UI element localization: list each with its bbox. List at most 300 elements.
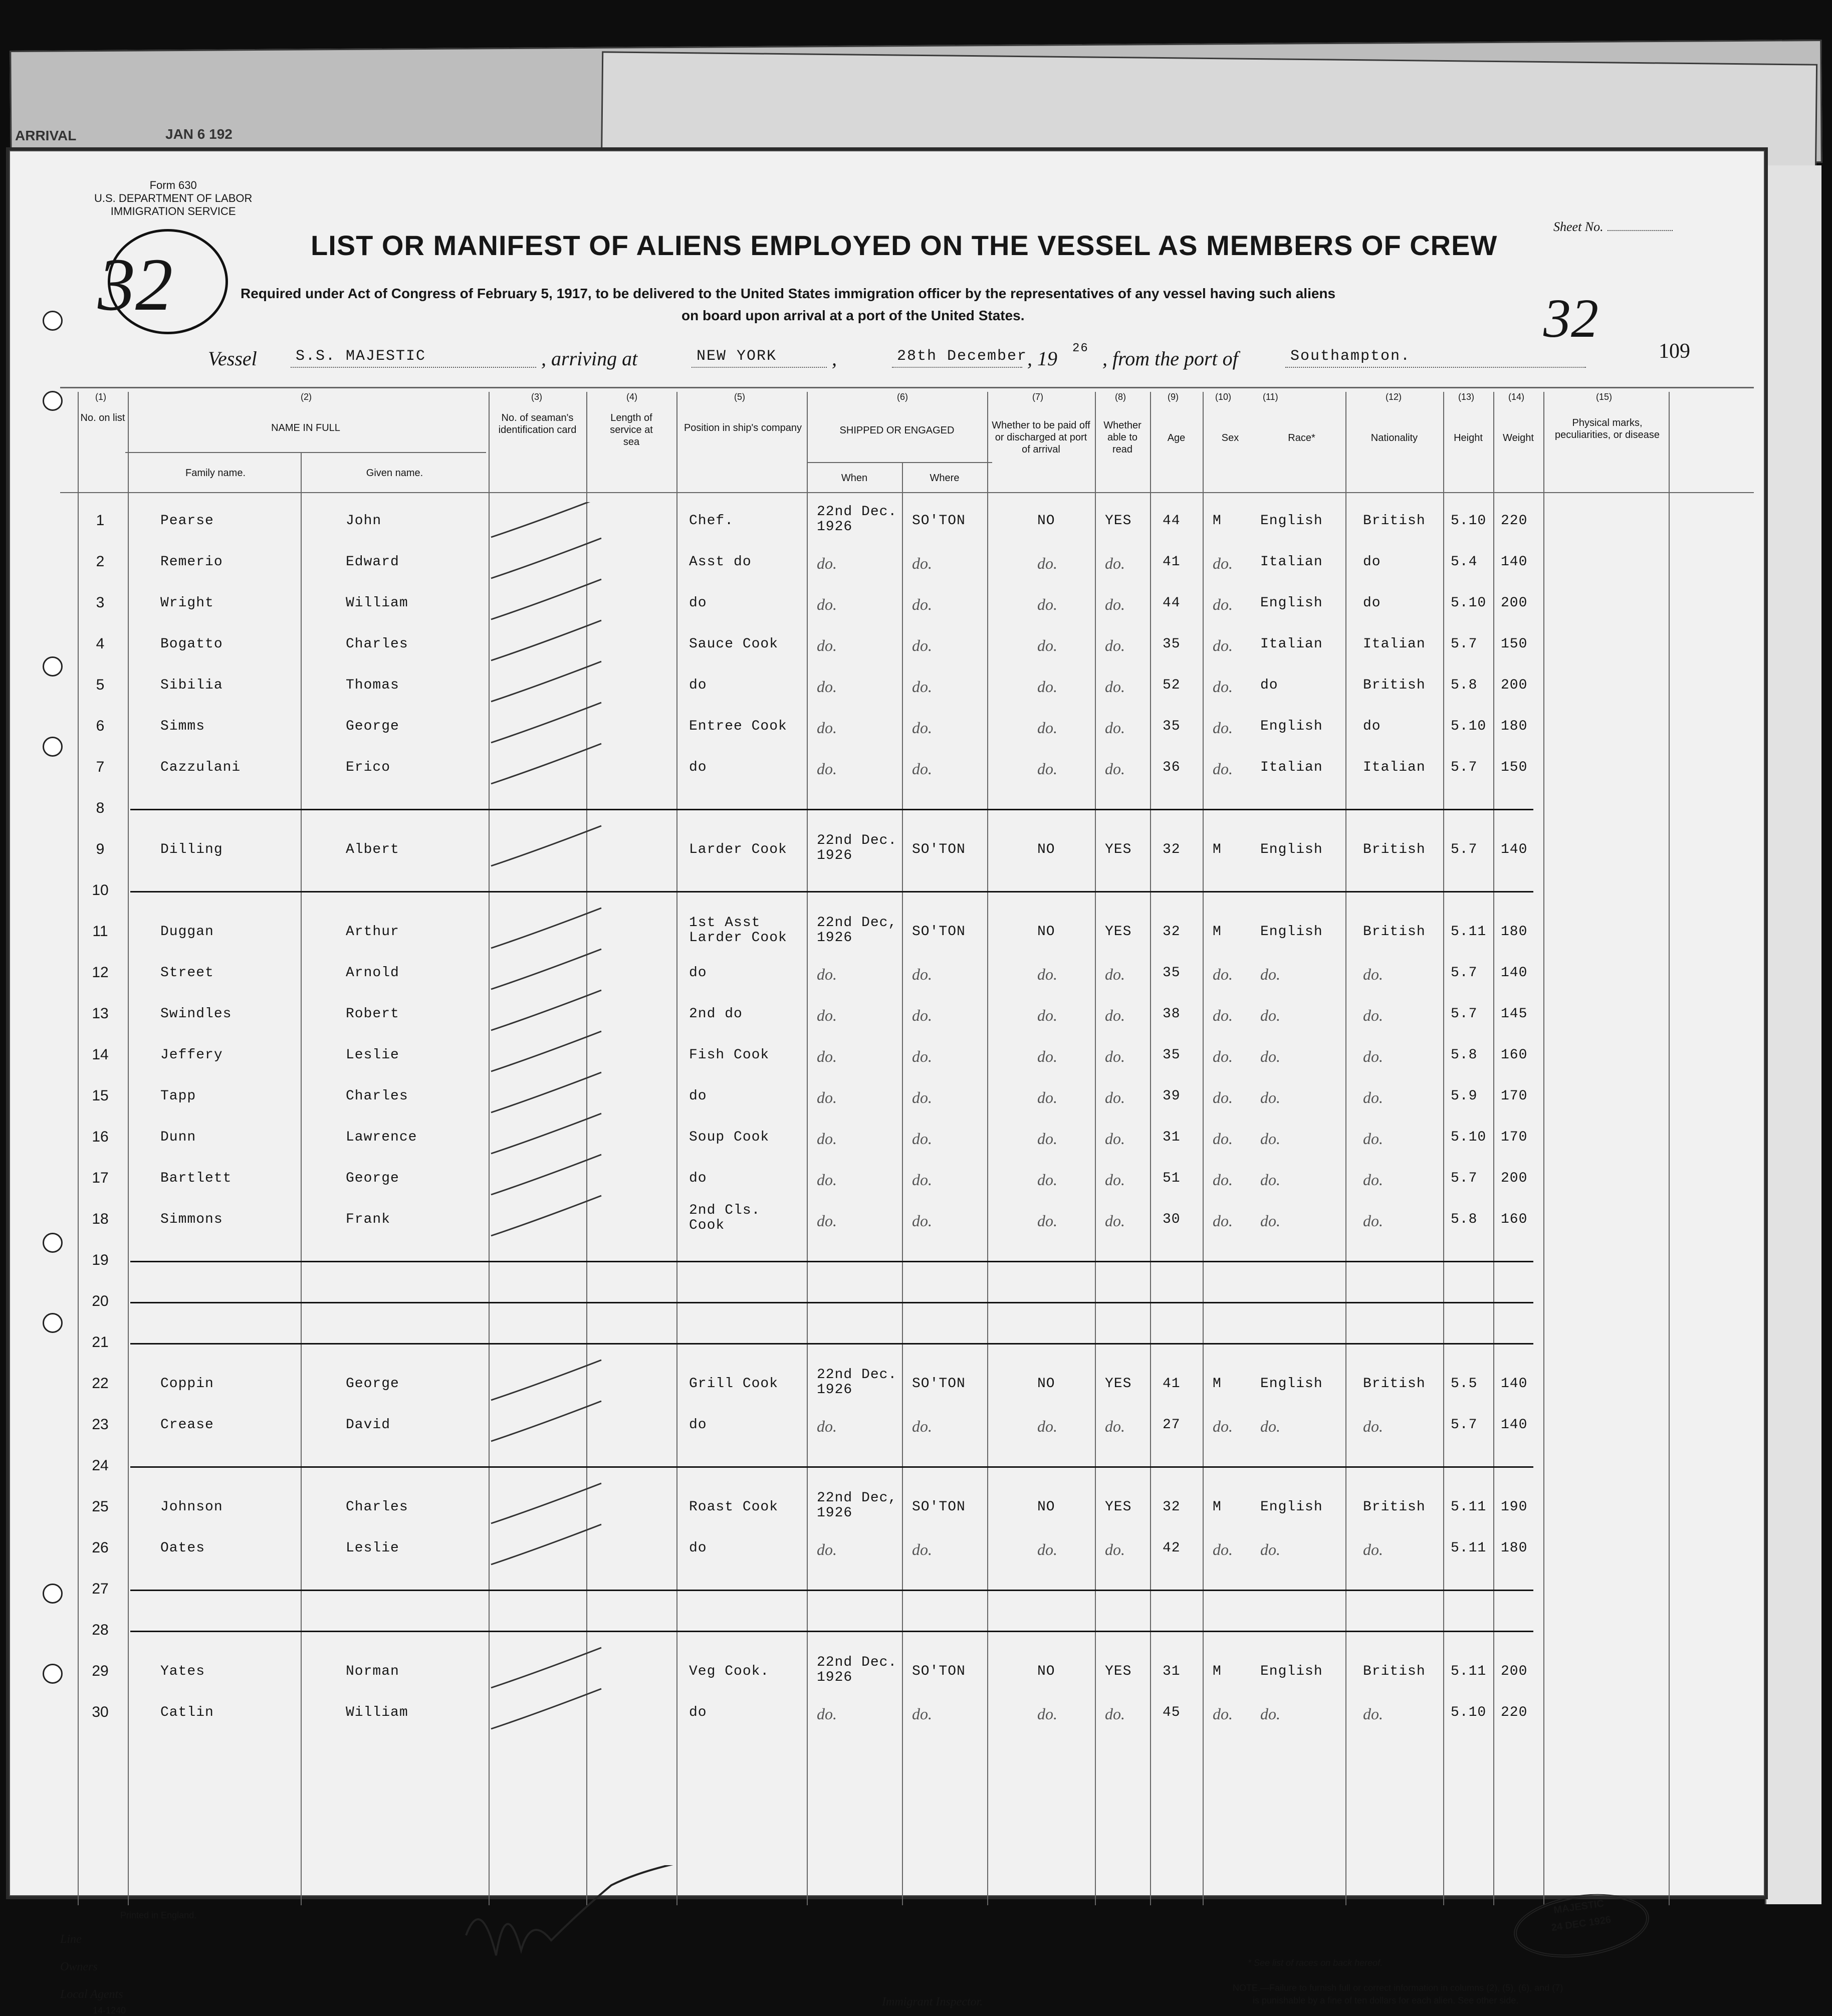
cell-given-name: Edward — [346, 554, 399, 570]
cell-nationality: Italian — [1363, 760, 1426, 775]
cell-height: 5.11 — [1451, 1499, 1487, 1515]
cell-family-name: Cazzulani — [160, 760, 241, 775]
cell-paid-off: do. — [1037, 595, 1057, 613]
cell-position: do — [689, 595, 707, 611]
cell-age: 42 — [1163, 1540, 1181, 1556]
cell-shipped-when: 22nd Dec, 1926 — [817, 1490, 897, 1521]
col-number: (12) — [1386, 392, 1402, 402]
cell-shipped-when: do. — [817, 1171, 837, 1189]
form-number: Form 630 — [149, 179, 197, 191]
cell-position: Asst do — [689, 554, 752, 570]
cell-weight: 140 — [1501, 965, 1528, 981]
cell-height: 5.5 — [1451, 1376, 1478, 1392]
punch-hole — [43, 1664, 63, 1684]
cell-height: 5.10 — [1451, 719, 1487, 734]
cell-position: do — [689, 1171, 707, 1186]
cell-weight: 190 — [1501, 1499, 1528, 1515]
cell-race: do. — [1260, 1212, 1280, 1230]
cell-weight: 160 — [1501, 1212, 1528, 1227]
cell-paid-off: NO — [1037, 1376, 1055, 1392]
cell-sex: do. — [1213, 719, 1233, 737]
cell-weight: 200 — [1501, 678, 1528, 693]
cell-paid-off: do. — [1037, 1705, 1057, 1723]
col-divider — [1543, 392, 1544, 1905]
row-number: 20 — [92, 1293, 109, 1309]
cell-able-to-read: do. — [1105, 554, 1125, 572]
arriving-label: , arriving at — [541, 347, 638, 370]
cell-able-to-read: do. — [1105, 595, 1125, 613]
cell-race: do — [1260, 678, 1278, 693]
cell-shipped-when: do. — [817, 1417, 837, 1435]
cell-age: 32 — [1163, 1499, 1181, 1515]
cell-height: 5.11 — [1451, 1664, 1487, 1679]
header-age: Age — [1167, 432, 1186, 443]
cell-shipped-when: do. — [817, 1705, 837, 1723]
cell-position: do — [689, 760, 707, 775]
cell-family-name: Wright — [160, 595, 214, 611]
cell-nationality: do — [1363, 719, 1381, 734]
cell-nationality: British — [1363, 678, 1426, 693]
cell-able-to-read: YES — [1105, 1499, 1132, 1515]
cell-given-name: George — [346, 719, 399, 734]
cell-family-name: Duggan — [160, 924, 214, 940]
row-number: 10 — [92, 882, 109, 899]
cell-shipped-when: 22nd Dec. 1926 — [817, 504, 897, 535]
cell-nationality: British — [1363, 1664, 1426, 1679]
header-where: Where — [930, 473, 960, 484]
cell-given-name: Arthur — [346, 924, 399, 940]
row-number: 26 — [92, 1539, 109, 1556]
cell-shipped-where: SO'TON — [912, 1664, 966, 1679]
cell-able-to-read: do. — [1105, 1212, 1125, 1230]
cell-given-name: Leslie — [346, 1540, 399, 1556]
row-number: 18 — [92, 1211, 109, 1227]
cell-family-name: Swindles — [160, 1006, 232, 1022]
cell-shipped-where: SO'TON — [912, 1499, 966, 1515]
col-number: (9) — [1168, 392, 1179, 402]
cell-age: 27 — [1163, 1417, 1181, 1433]
row-number: 9 — [96, 841, 105, 857]
date-underline — [892, 367, 1022, 368]
cell-nationality: do. — [1363, 1088, 1383, 1106]
cell-shipped-when: do. — [817, 1006, 837, 1024]
cell-race: do. — [1260, 1047, 1280, 1065]
cell-paid-off: do. — [1037, 760, 1057, 778]
row-number: 8 — [96, 800, 105, 816]
row-number: 22 — [92, 1375, 109, 1392]
col-divider — [301, 452, 302, 1905]
cell-height: 5.7 — [1451, 842, 1478, 857]
cell-sex: do. — [1213, 1417, 1233, 1435]
header-family-name: Family name. — [185, 468, 246, 479]
cell-age: 51 — [1163, 1171, 1181, 1186]
page-title: LIST OR MANIFEST OF ALIENS EMPLOYED ON THE VESSEL AS MEMBERS OF CREW — [311, 230, 1498, 261]
cell-race: do. — [1260, 1417, 1280, 1435]
cell-weight: 170 — [1501, 1130, 1528, 1145]
cell-age: 31 — [1163, 1130, 1181, 1145]
header-position: Position in ship's company — [683, 422, 802, 433]
header-length-of-service: Length of service at sea — [610, 412, 653, 447]
from-port-underline — [1285, 367, 1586, 368]
cell-able-to-read: do. — [1105, 1047, 1125, 1065]
cell-race: do. — [1260, 1540, 1280, 1558]
cell-given-name: Charles — [346, 1499, 408, 1515]
punch-hole — [43, 1233, 63, 1253]
cell-race: Italian — [1260, 636, 1323, 652]
header-physical-marks: Physical marks, peculiarities, or disease — [1555, 417, 1660, 440]
cell-race: do. — [1260, 1171, 1280, 1189]
cell-age: 36 — [1163, 760, 1181, 775]
table-top-border — [60, 387, 1754, 388]
cell-sex: M — [1213, 1376, 1222, 1392]
cell-given-name: Charles — [346, 636, 408, 652]
cell-nationality: do — [1363, 554, 1381, 570]
cell-weight: 180 — [1501, 924, 1528, 940]
cell-position: do — [689, 1417, 707, 1433]
cell-age: 44 — [1163, 595, 1181, 611]
stamp-date: 24 DEC 1926 — [1550, 1914, 1612, 1934]
cell-given-name: William — [346, 595, 408, 611]
cell-race: English — [1260, 1664, 1323, 1679]
line-label: Line — [60, 1933, 82, 1946]
header-no-on-list: No. on list — [80, 412, 125, 423]
cell-shipped-where: do. — [912, 719, 932, 737]
vessel-underline — [291, 367, 536, 368]
page-number: 109 — [1659, 340, 1690, 363]
col-number: (4) — [626, 392, 637, 402]
cell-position: Chef. — [689, 513, 734, 529]
cell-sex: M — [1213, 842, 1222, 857]
cell-race: English — [1260, 595, 1323, 611]
cell-family-name: Dunn — [160, 1130, 196, 1145]
cell-shipped-where: do. — [912, 636, 932, 654]
cell-race: Italian — [1260, 760, 1323, 775]
cell-paid-off: do. — [1037, 1212, 1057, 1230]
cell-shipped-when: do. — [817, 760, 837, 778]
cell-able-to-read: do. — [1105, 1006, 1125, 1024]
cell-nationality: do. — [1363, 965, 1383, 983]
cell-shipped-when: do. — [817, 1047, 837, 1065]
cell-position: do — [689, 965, 707, 981]
cell-shipped-when: do. — [817, 1088, 837, 1106]
row-number: 4 — [96, 635, 105, 652]
vessel-label: Vessel — [208, 347, 257, 370]
punch-hole — [43, 656, 63, 677]
header-race: Race* — [1288, 432, 1315, 443]
col-number: (11) — [1263, 392, 1278, 402]
row-number: 1 — [96, 512, 105, 529]
cell-shipped-when: do. — [817, 595, 837, 613]
fine-note-2: is punishable by a fine of ten dollars for each alien. See other side. — [1253, 1995, 1519, 2005]
col-number: (3) — [531, 392, 542, 402]
cell-shipped-where: SO'TON — [912, 513, 966, 529]
cell-family-name: Bartlett — [160, 1171, 232, 1186]
cell-family-name: Simmons — [160, 1212, 223, 1227]
cell-position: do — [689, 678, 707, 693]
cell-paid-off: do. — [1037, 554, 1057, 572]
stamp-ship-name: MAJESTIC — [1553, 1898, 1605, 1916]
col-number: (14) — [1508, 392, 1525, 402]
sheet-number-field: Sheet No. — [1553, 219, 1673, 235]
cell-sex: M — [1213, 924, 1222, 940]
cell-family-name: Johnson — [160, 1499, 223, 1515]
row-number: 25 — [92, 1498, 109, 1515]
cell-position: 1st Asst Larder Cook — [689, 915, 787, 946]
cell-family-name: Dilling — [160, 842, 223, 857]
cell-height: 5.7 — [1451, 760, 1478, 775]
punch-hole — [43, 1313, 63, 1333]
adjacent-sheet-edge — [1765, 165, 1821, 1904]
department-name: U.S. DEPARTMENT OF LABOR — [94, 192, 253, 204]
cell-family-name: Yates — [160, 1664, 205, 1679]
cell-height: 5.10 — [1451, 1705, 1487, 1720]
cell-sex: do. — [1213, 1088, 1233, 1106]
cell-race: do. — [1260, 1088, 1280, 1106]
cell-shipped-when: do. — [817, 1212, 837, 1230]
cell-able-to-read: do. — [1105, 1540, 1125, 1558]
cell-able-to-read: do. — [1105, 1171, 1125, 1189]
header-shipped-or-engaged: SHIPPED OR ENGAGED — [839, 425, 955, 436]
row-number: 23 — [92, 1416, 109, 1433]
cell-shipped-where: do. — [912, 1088, 932, 1106]
col-divider — [1443, 392, 1444, 1905]
row-number: 21 — [92, 1334, 109, 1351]
cell-sex: do. — [1213, 1212, 1233, 1230]
col-divider — [1203, 392, 1204, 1905]
row-number: 11 — [92, 923, 108, 940]
handwritten-sheet-number: 32 — [98, 243, 173, 326]
form-header-block — [94, 179, 252, 218]
cell-shipped-when: do. — [817, 678, 837, 696]
punch-hole — [43, 737, 63, 757]
cell-age: 52 — [1163, 678, 1181, 693]
manifest-sheet — [9, 150, 1765, 2015]
row-number: 6 — [96, 718, 105, 734]
cell-shipped-where: do. — [912, 1047, 932, 1065]
cell-age: 35 — [1163, 1047, 1181, 1063]
col-number: (2) — [301, 392, 312, 402]
cell-race: English — [1260, 842, 1323, 857]
cell-shipped-when: do. — [817, 636, 837, 654]
cell-age: 45 — [1163, 1705, 1181, 1720]
cell-given-name: Arnold — [346, 965, 399, 981]
cell-sex: M — [1213, 513, 1222, 529]
cell-family-name: Jeffery — [160, 1047, 223, 1063]
cell-able-to-read: do. — [1105, 760, 1125, 778]
row-number: 27 — [92, 1581, 109, 1597]
cell-position: Roast Cook — [689, 1499, 779, 1515]
col-number: (13) — [1458, 392, 1475, 402]
col-divider — [1095, 392, 1096, 1905]
cell-height: 5.8 — [1451, 678, 1478, 693]
from-port: Southampton. — [1290, 348, 1411, 365]
cell-able-to-read: do. — [1105, 678, 1125, 696]
cell-nationality: do. — [1363, 1540, 1383, 1558]
cell-race: English — [1260, 513, 1323, 529]
arrival-port: NEW YORK — [697, 348, 777, 365]
cell-position: Veg Cook. — [689, 1664, 770, 1679]
cell-weight: 140 — [1501, 842, 1528, 857]
cell-weight: 140 — [1501, 554, 1528, 570]
col-divider — [1493, 392, 1494, 1905]
cell-weight: 145 — [1501, 1006, 1528, 1022]
cell-able-to-read: YES — [1105, 842, 1132, 857]
cell-paid-off: do. — [1037, 636, 1057, 654]
cell-age: 31 — [1163, 1664, 1181, 1679]
col-number: (5) — [734, 392, 745, 402]
cell-nationality: British — [1363, 1376, 1426, 1392]
cell-paid-off: NO — [1037, 1664, 1055, 1679]
cell-position: 2nd Cls. Cook — [689, 1203, 761, 1233]
from-port-label: , from the port of — [1102, 347, 1238, 370]
cell-shipped-where: do. — [912, 678, 932, 696]
ship-stamp — [1510, 1886, 1653, 1966]
cell-paid-off: do. — [1037, 1047, 1057, 1065]
handwritten-number-right: 32 — [1543, 288, 1598, 349]
cell-nationality: do. — [1363, 1006, 1383, 1024]
cell-able-to-read: YES — [1105, 924, 1132, 940]
cell-shipped-when: 22nd Dec. 1926 — [817, 1367, 897, 1398]
blank-row-strike — [130, 809, 1533, 810]
col-number: (6) — [897, 392, 908, 402]
cell-family-name: Pearse — [160, 513, 214, 529]
row-number: 24 — [92, 1457, 109, 1474]
header-sex: Sex — [1221, 432, 1239, 443]
cell-weight: 140 — [1501, 1417, 1528, 1433]
cell-age: 39 — [1163, 1088, 1181, 1104]
row-number: 2 — [96, 553, 105, 570]
cell-position: do — [689, 1540, 707, 1556]
cell-height: 5.10 — [1451, 1130, 1487, 1145]
cell-family-name: Oates — [160, 1540, 205, 1556]
cell-nationality: British — [1363, 924, 1426, 940]
cell-age: 32 — [1163, 924, 1181, 940]
header-id-card: No. of seaman's identification card — [498, 412, 577, 435]
cell-age: 41 — [1163, 554, 1181, 570]
cell-sex: do. — [1213, 1540, 1233, 1558]
cell-given-name: Lawrence — [346, 1130, 417, 1145]
cell-race: English — [1260, 924, 1323, 940]
cell-race: do. — [1260, 1006, 1280, 1024]
cell-shipped-where: do. — [912, 554, 932, 572]
row-number: 29 — [92, 1663, 109, 1679]
cell-sex: do. — [1213, 678, 1233, 696]
year-suffix: 26 — [1072, 342, 1089, 355]
header-able-to-read: Whether able to read — [1103, 420, 1141, 455]
comma: , — [832, 347, 837, 370]
cell-shipped-when: do. — [817, 719, 837, 737]
cell-given-name: George — [346, 1376, 399, 1392]
cell-given-name: Leslie — [346, 1047, 399, 1063]
cell-height: 5.10 — [1451, 595, 1487, 611]
cell-sex: do. — [1213, 636, 1233, 654]
cell-nationality: British — [1363, 842, 1426, 857]
cell-weight: 150 — [1501, 760, 1528, 775]
cell-sex: do. — [1213, 1705, 1233, 1723]
cell-age: 35 — [1163, 636, 1181, 652]
cell-nationality: do. — [1363, 1047, 1383, 1065]
cell-sex: M — [1213, 1499, 1222, 1515]
cell-shipped-where: SO'TON — [912, 842, 966, 857]
cell-paid-off: do. — [1037, 1130, 1057, 1148]
cell-given-name: William — [346, 1705, 408, 1720]
row-number: 7 — [96, 759, 105, 775]
cell-position: Larder Cook — [689, 842, 787, 857]
cell-shipped-where: SO'TON — [912, 924, 966, 940]
cell-able-to-read: do. — [1105, 636, 1125, 654]
name-subheader-rule — [125, 452, 486, 453]
cell-shipped-when: do. — [817, 1540, 837, 1558]
cell-paid-off: do. — [1037, 1088, 1057, 1106]
cell-paid-off: do. — [1037, 678, 1057, 696]
punch-hole — [43, 391, 63, 411]
cell-shipped-where: do. — [912, 1417, 932, 1435]
header-weight: Weight — [1503, 432, 1534, 443]
cell-sex: do. — [1213, 1130, 1233, 1148]
cell-weight: 200 — [1501, 595, 1528, 611]
row-number: 5 — [96, 677, 105, 693]
cell-nationality: do. — [1363, 1130, 1383, 1148]
cell-height: 5.7 — [1451, 1417, 1478, 1433]
cell-shipped-where: do. — [912, 1171, 932, 1189]
col-divider — [128, 392, 129, 1905]
cell-weight: 150 — [1501, 636, 1528, 652]
cell-nationality: do. — [1363, 1417, 1383, 1435]
cell-height: 5.7 — [1451, 965, 1478, 981]
row-number: 15 — [92, 1087, 109, 1104]
cell-family-name: Catlin — [160, 1705, 214, 1720]
cell-weight: 170 — [1501, 1088, 1528, 1104]
cell-height: 5.10 — [1451, 513, 1487, 529]
cell-shipped-when: do. — [817, 1130, 837, 1148]
cell-position: Entree Cook — [689, 719, 787, 734]
cell-weight: 160 — [1501, 1047, 1528, 1063]
cell-given-name: John — [346, 513, 382, 529]
cell-given-name: Albert — [346, 842, 399, 857]
cell-height: 5.8 — [1451, 1047, 1478, 1063]
printed-note: Printed in England. — [120, 1910, 197, 1920]
cell-height: 5.8 — [1451, 1212, 1478, 1227]
cell-given-name: George — [346, 1171, 399, 1186]
row-number: 19 — [92, 1252, 109, 1268]
cell-able-to-read: YES — [1105, 513, 1132, 529]
cell-height: 5.11 — [1451, 1540, 1487, 1556]
cell-paid-off: do. — [1037, 1006, 1057, 1024]
card-column-check-marks — [461, 502, 661, 1855]
cell-nationality: do. — [1363, 1705, 1383, 1723]
cell-shipped-where: do. — [912, 1130, 932, 1148]
service-name: IMMIGRATION SERVICE — [110, 205, 236, 217]
blank-row-strike — [130, 1466, 1533, 1468]
table-header-bottom — [60, 492, 1754, 493]
col-number: (15) — [1596, 392, 1613, 402]
cell-able-to-read: do. — [1105, 965, 1125, 983]
header-nationality: Nationality — [1370, 432, 1418, 443]
cell-race: do. — [1260, 1705, 1280, 1723]
col-divider — [78, 392, 79, 1905]
cell-able-to-read: do. — [1105, 719, 1125, 737]
cell-given-name: Charles — [346, 1088, 408, 1104]
col-divider — [1669, 392, 1670, 1905]
cell-weight: 180 — [1501, 1540, 1528, 1556]
cell-given-name: Robert — [346, 1006, 399, 1022]
cell-race: English — [1260, 1376, 1323, 1392]
cell-family-name: Bogatto — [160, 636, 223, 652]
cell-shipped-where: do. — [912, 1006, 932, 1024]
cell-family-name: Tapp — [160, 1088, 196, 1104]
cell-paid-off: do. — [1037, 1171, 1057, 1189]
cell-sex: do. — [1213, 1006, 1233, 1024]
